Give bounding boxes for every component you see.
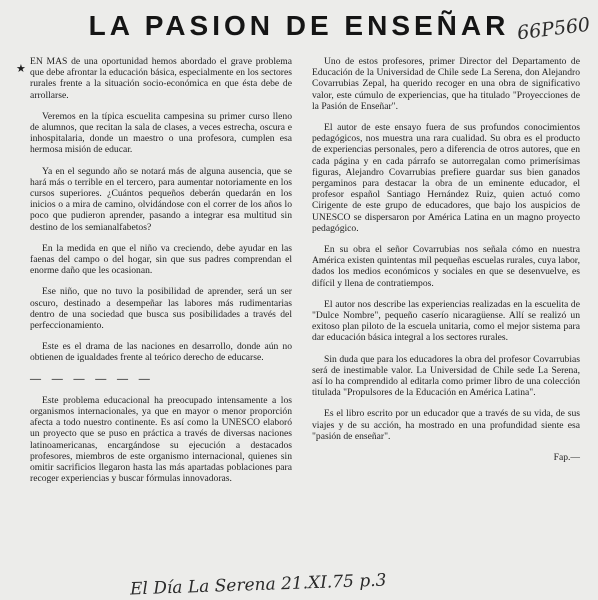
- paragraph: Uno de estos profesores, primer Director del Departamento de Educación de la Universidad de Chile sede La Serena, don Alejandro Covarrubias Zepal, ha querido recoger en una obra de significativo valor, este cúmulo de experiencias, que ha titulado "Proyecciones de la Pasión de Enseñar".: [312, 56, 580, 112]
- author-signature: Fap.—: [553, 452, 580, 464]
- paragraph: Es el libro escrito por un educador que a través de su vida, de sus viajes y de su acción, ha mostrado en una profundidad siente esa "pasión de enseñar".: [312, 408, 580, 442]
- paragraph: Ese niño, que no tuvo la posibilidad de aprender, será un ser oscuro, destinado a desempeñar las labores más rudimentarias dentro de una sociedad que busca sus posibilidades a través del perfeccionamiento.: [30, 286, 292, 332]
- paragraph: Ya en el segundo año se notará más de alguna ausencia, que se hará más o terrible en el tercero, para aumentar notoriamente en los cursos superiores. ¿Cuántos pequeños deberán quedarán en los inicios o a mira de camino, olvidándose con el correr de los años lo poco que pudieron aprender, pasando a integrar esa multitud sin destino de los semianalfabetos?: [30, 165, 292, 233]
- paragraph: Veremos en la típica escuelita campesina su primer curso lleno de alumnos, que recitan la sala de clases, a veces estrecha, oscura e inhospitalaria, donde un maestro o una profesora, cumplen esa hermosa misión de educar.: [30, 110, 292, 156]
- right-column: [312, 56, 580, 473]
- paragraph: En su obra el señor Covarrubias nos señala cómo en nuestra América existen quintentas mil pequeñas escuelas rurales, cuya labor, dados los medios económicos y sociales en que se desenvuelve, es difícil y llena de contratiempos.: [312, 244, 580, 289]
- paragraph: En la medida en que el niño va creciendo, debe ayudar en las faenas del campo o del hogar, sin que sus padres comprendan el enorme daño que les ocasionan.: [30, 242, 292, 277]
- paragraph: El autor de este ensayo fuera de sus profundos conocimientos pedagógicos, nos muestra una rara cualidad. Su obra es el producto de experiencias personales, pero a diferencia de otros autores, que en cada página y en cada párrafo se autorregalan como primerísimas figuras, Alejandro Covarrubias prefiere guardar sus bien ganados pergaminos para destacar la obra de un eminente educador, el profesor español Santiago Hernández Ruiz, quien actuó como Cirigente de este grupo de educadores, que bajo los auspicios de UNESCO se dispersaron por América Latina en un magno proyecto pedagógico.: [312, 122, 580, 234]
- star-icon: ★: [16, 63, 26, 75]
- paragraph: El autor nos describe las experiencias realizadas en la escuelita de "Dulce Nombre", pequeño caserío nicaragüense. Allí se realizó un exitoso plan piloto de la escuela unitaria, como el mejor sistema para dar educación básica integral a los sectores rurales.: [312, 298, 580, 344]
- paragraph: Este problema educacional ha preocupado intensamente a los organismos internacionales, ya que en mayor o menor proporción afecta a todo nuestro continente. Es así como la UNESCO elaboró un proyecto que se puso en práctica a través de diversas naciones latinoamericanas, encargándose su ejecución a destacados profesores, miembros de este organismo internacional, quienes sin omitir sacrificios llegaron hasta las más apartadas poblaciones para recoger experiencias y buscar fórmulas innovadoras.: [30, 394, 292, 485]
- paragraph: Este es el drama de las naciones en desarrollo, donde aún no obtienen de igualdades frente al teórico derecho de educarse.: [30, 341, 292, 364]
- handwritten-source-note: El Día La Serena 21.XI.75 p.3: [129, 570, 387, 600]
- article-title: LA PASION DE ENSEÑAR: [88, 10, 510, 41]
- section-separator: — — — — — —: [30, 372, 154, 385]
- left-column: [30, 56, 292, 495]
- paragraph: Sin duda que para los educadores la obra del profesor Covarrubias será de inestimable valor. La Universidad de Chile sede La Serena, así lo ha comprendido al editarla como primer libro de una colección titulada "Propulsores de la Educación en América Latina".: [312, 353, 580, 399]
- handwritten-catalog-number: 66P560: [515, 13, 592, 45]
- paragraph: EN MAS de una oportunidad hemos abordado el grave problema que debe afrontar la educación básica, especialmente en los sectores rurales frente a la situación socio-económica en que ésta debe de arrollarse.: [30, 56, 292, 101]
